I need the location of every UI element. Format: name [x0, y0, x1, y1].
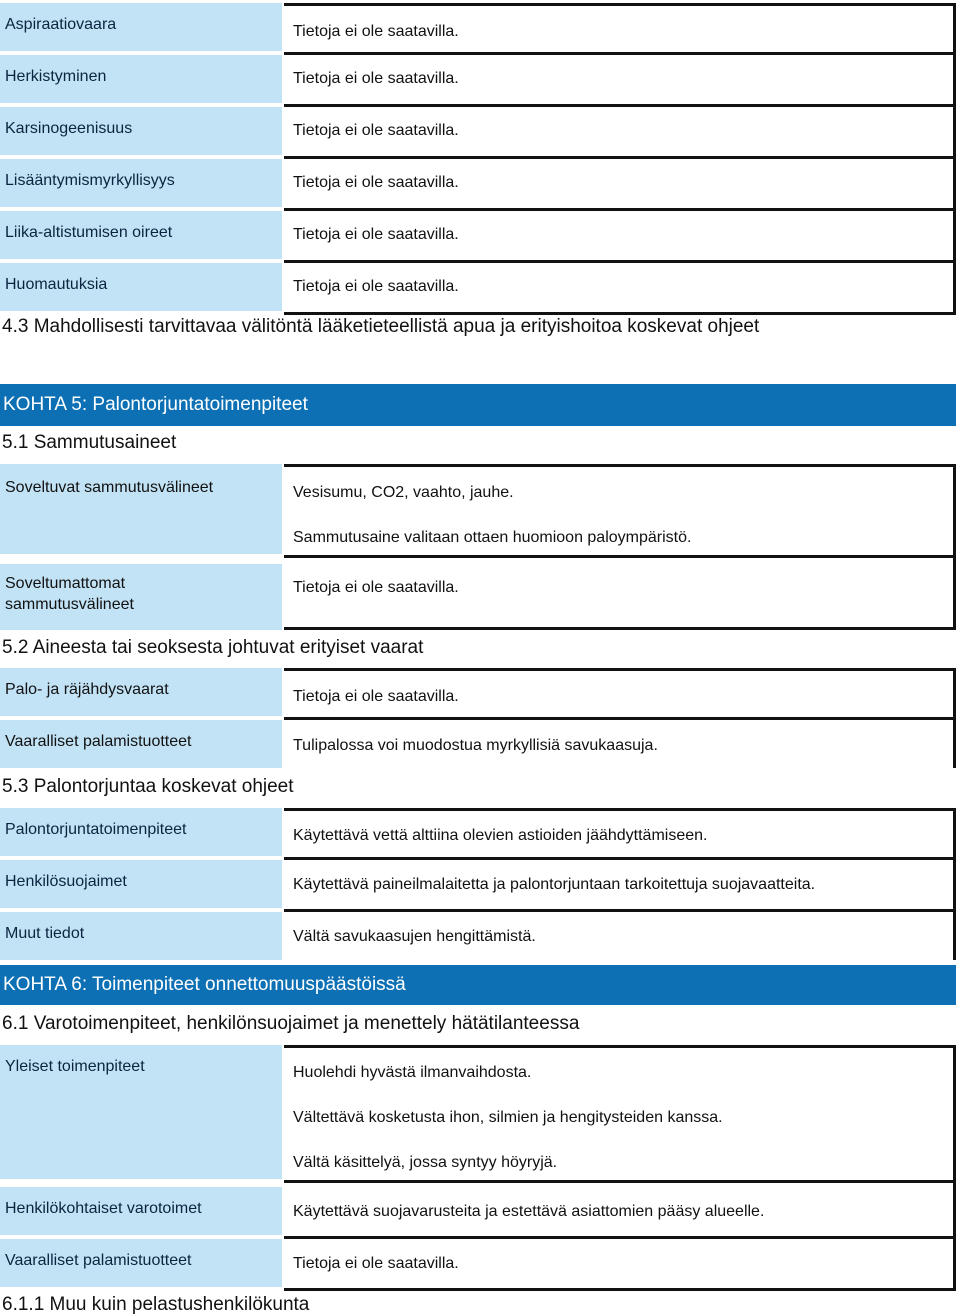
label-fire-explosion-hazards: Palo- ja räjähdysvaarat — [0, 668, 282, 716]
value-text: Tietoja ei ole saatavilla. — [293, 688, 459, 705]
value-sensitisation — [284, 55, 956, 107]
value-firefighting-measures — [284, 808, 956, 860]
value-line: Vältettävä kosketusta ihon, silmien ja hengitysteiden kanssa. — [293, 1109, 723, 1126]
value-other-information — [284, 912, 956, 960]
label-hazardous-combustion-products-6: Vaaralliset palamistuotteet — [0, 1239, 282, 1287]
value-text: Tietoja ei ole saatavilla. — [293, 579, 459, 596]
value-text: Käytettävä paineilmalaitetta ja palontorjuntaan tarkoitettuja suojavaatteita. — [293, 876, 816, 893]
value-line: Vesisumu, CO2, vaahto, jauhe. — [293, 484, 514, 501]
value-reproductive-toxicity — [284, 159, 956, 211]
value-line: Sammutusaine valitaan ottaen huomioon paloympäristö. — [293, 529, 692, 546]
value-text: Tietoja ei ole saatavilla. — [293, 23, 459, 40]
value-text: Vältä savukaasujen hengittämistä. — [293, 928, 536, 945]
label-general-measures: Yleiset toimenpiteet — [0, 1045, 282, 1179]
value-remarks — [284, 263, 956, 315]
value-line: Huolehdi hyvästä ilmanvaihdosta. — [293, 1064, 532, 1081]
label-remarks: Huomautuksia — [0, 263, 282, 311]
label-hazardous-combustion-products: Vaaralliset palamistuotteet — [0, 720, 282, 768]
value-aspiration-hazard — [284, 3, 956, 55]
label-aspiration-hazard: Aspiraatiovaara — [0, 3, 282, 51]
value-general-measures — [284, 1045, 956, 1183]
subheading-6-1: 6.1 Varotoimenpiteet, henkilönsuojaimet ja menettely hätätilanteessa — [2, 1013, 580, 1034]
value-text: Tietoja ei ole saatavilla. — [293, 122, 459, 139]
value-carcinogenicity — [284, 107, 956, 159]
label-suitable-extinguishing-media: Soveltuvat sammutusvälineet — [0, 464, 282, 554]
value-fire-explosion-hazards — [284, 668, 956, 720]
label-other-information: Muut tiedot — [0, 912, 282, 960]
subheading-4-3: 4.3 Mahdollisesti tarvittavaa välitöntä lääketieteellistä apua ja erityishoitoa koskevat ohjeet — [2, 316, 760, 337]
value-text: Tietoja ei ole saatavilla. — [293, 226, 459, 243]
value-suitable-extinguishing-media — [284, 464, 956, 558]
value-text: Käytettävä suojavarusteita ja estettävä asiattomien pääsy alueelle. — [293, 1203, 765, 1220]
value-overexposure-symptoms — [284, 211, 956, 263]
label-bg-extension — [200, 564, 282, 630]
value-text: Tietoja ei ole saatavilla. — [293, 174, 459, 191]
label-carcinogenicity: Karsinogeenisuus — [0, 107, 282, 155]
subheading-5-1: 5.1 Sammutusaineet — [2, 432, 177, 453]
section-5-header: KOHTA 5: Palontorjuntatoimenpiteet — [0, 384, 956, 426]
label-firefighting-measures: Palontorjuntatoimenpiteet — [0, 808, 282, 856]
value-text: Tulipalossa voi muodostua myrkyllisiä savukaasuja. — [293, 737, 658, 754]
label-personal-precautions: Henkilökohtaiset varotoimet — [0, 1187, 282, 1235]
label-overexposure-symptoms: Liika-altistumisen oireet — [0, 211, 282, 259]
value-text: Käytettävä vettä alttiina olevien astioiden jäähdyttämiseen. — [293, 827, 708, 844]
value-text: Tietoja ei ole saatavilla. — [293, 1255, 459, 1272]
value-hazardous-combustion-products-6 — [284, 1239, 956, 1291]
value-hazardous-combustion-products — [284, 720, 956, 768]
value-personal-precautions — [284, 1183, 956, 1239]
section-6-header: KOHTA 6: Toimenpiteet onnettomuuspäästöissä — [0, 965, 956, 1005]
label-reproductive-toxicity: Lisääntymismyrkyllisyys — [0, 159, 282, 207]
subheading-6-1-1: 6.1.1 Muu kuin pelastushenkilökunta — [2, 1294, 310, 1315]
label-unsuitable-extinguishing-media: Soveltumattomat sammutusvälineet — [0, 564, 200, 630]
label-protective-equipment: Henkilösuojaimet — [0, 860, 282, 908]
value-line: Vältä käsittelyä, jossa syntyy höyryjä. — [293, 1154, 558, 1171]
label-sensitisation: Herkistyminen — [0, 55, 282, 103]
value-text: Tietoja ei ole saatavilla. — [293, 70, 459, 87]
value-protective-equipment — [284, 860, 956, 912]
value-unsuitable-extinguishing-media — [284, 558, 956, 630]
subheading-5-3: 5.3 Palontorjuntaa koskevat ohjeet — [2, 776, 294, 797]
value-text: Tietoja ei ole saatavilla. — [293, 278, 459, 295]
subheading-5-2: 5.2 Aineesta tai seoksesta johtuvat erityiset vaarat — [2, 637, 424, 658]
